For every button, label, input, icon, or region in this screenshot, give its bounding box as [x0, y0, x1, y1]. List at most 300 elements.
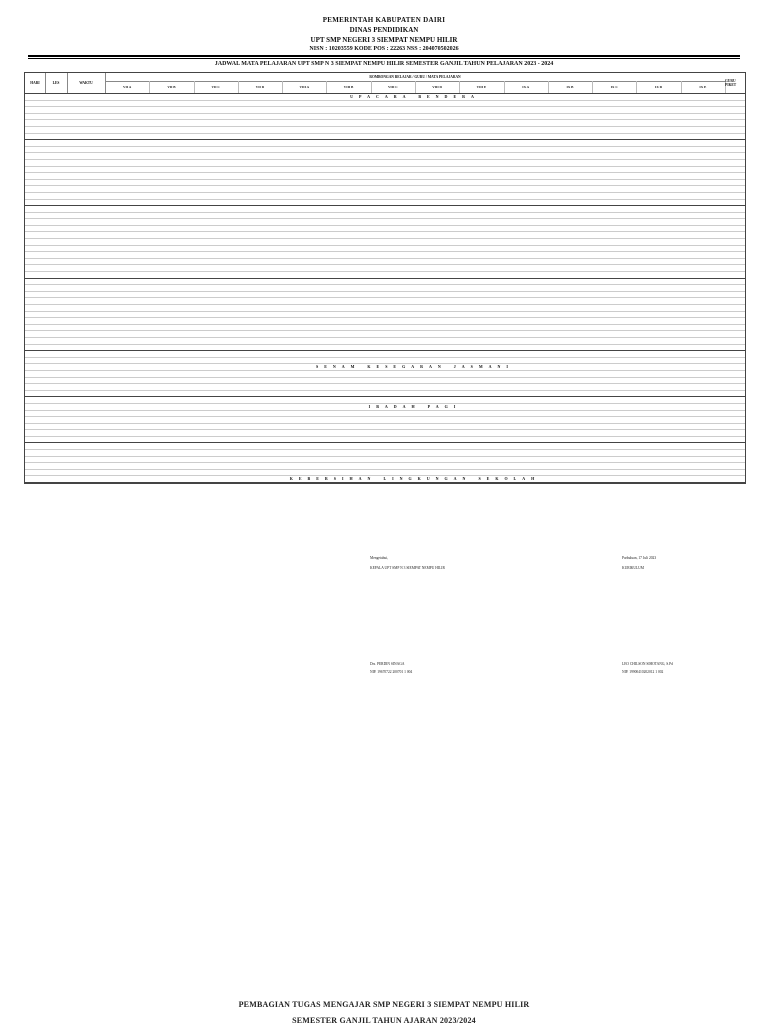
schedule-cell [194, 226, 238, 232]
schedule-cell [105, 200, 149, 206]
schedule-cell [371, 331, 415, 337]
schedule-cell [459, 279, 503, 285]
schedule-cell [459, 430, 503, 436]
schedule-cell [105, 193, 149, 199]
schedule-cell [371, 101, 415, 107]
schedule-cell [149, 200, 193, 206]
schedule-cell [415, 312, 459, 318]
schedule-cell [504, 160, 548, 166]
schedule-cell [282, 134, 326, 140]
schedule-cell [149, 259, 193, 265]
schedule-cell [326, 226, 370, 232]
schedule-cell [105, 206, 149, 212]
schedule-cell [326, 338, 370, 344]
schedule-cell [592, 272, 636, 278]
schedule-cell [194, 147, 238, 153]
schedule-cell [636, 463, 680, 469]
class-header: VIII E [459, 81, 504, 93]
schedule-cell [326, 259, 370, 265]
schedule-cell [194, 305, 238, 311]
schedule-cell [326, 173, 370, 179]
schedule-cell [681, 384, 725, 390]
schedule-cell [194, 292, 238, 298]
schedule-cell [548, 246, 592, 252]
schedule-cell [326, 219, 370, 225]
table-row [25, 364, 745, 371]
schedule-cell [548, 252, 592, 258]
schedule-cell [681, 325, 725, 331]
schedule-cell [105, 358, 149, 364]
schedule-cell [681, 239, 725, 245]
table-row [25, 206, 745, 213]
schedule-cell [592, 351, 636, 357]
schedule-cell [371, 259, 415, 265]
schedule-cell [504, 167, 548, 173]
activity-band: IBADAH PAGI [105, 404, 725, 410]
schedule-cell [592, 457, 636, 463]
schedule-cell [504, 114, 548, 120]
schedule-cell [504, 384, 548, 390]
schedule-cell [415, 200, 459, 206]
schedule-cell [548, 206, 592, 212]
schedule-cell [415, 325, 459, 331]
schedule-cell [504, 450, 548, 456]
schedule-cell [459, 345, 503, 351]
schedule-cell [238, 457, 282, 463]
schedule-cell [681, 272, 725, 278]
schedule-cell [592, 180, 636, 186]
schedule-cell [326, 345, 370, 351]
schedule-cell [194, 285, 238, 291]
schedule-cell [459, 120, 503, 126]
schedule-cell [636, 285, 680, 291]
schedule-cell [326, 463, 370, 469]
schedule-cell [371, 417, 415, 423]
footer-line-2: SEMESTER GANJIL TAHUN AJARAN 2023/2024 [292, 1016, 476, 1025]
schedule-cell [415, 186, 459, 192]
schedule-cell [194, 391, 238, 397]
schedule-cell [415, 450, 459, 456]
schedule-cell [636, 173, 680, 179]
schedule-cell [238, 430, 282, 436]
schedule-cell [415, 101, 459, 107]
schedule-cell [681, 411, 725, 417]
schedule-cell [149, 457, 193, 463]
schedule-cell [105, 298, 149, 304]
schedule-cell [459, 107, 503, 113]
schedule-cell [681, 358, 725, 364]
schedule-cell [504, 312, 548, 318]
schedule-cell [548, 437, 592, 443]
schedule-cell [681, 305, 725, 311]
schedule-cell [459, 292, 503, 298]
schedule-cell [548, 186, 592, 192]
schedule-cell [592, 470, 636, 476]
schedule-cell [326, 397, 370, 403]
table-row [25, 450, 745, 457]
schedule-cell [282, 193, 326, 199]
schedule-cell [415, 120, 459, 126]
schedule-cell [105, 292, 149, 298]
schedule-cell [282, 430, 326, 436]
schedule-cell [681, 457, 725, 463]
schedule-cell [681, 470, 725, 476]
schedule-cell [548, 200, 592, 206]
schedule-cell [459, 200, 503, 206]
schedule-cell [282, 443, 326, 449]
table-row [25, 127, 745, 134]
schedule-cell [548, 232, 592, 238]
schedule-cell [149, 358, 193, 364]
schedule-cell [592, 140, 636, 146]
schedule-cell [681, 232, 725, 238]
schedule-cell [592, 213, 636, 219]
table-row [25, 358, 745, 365]
schedule-cell [548, 305, 592, 311]
schedule-cell [371, 298, 415, 304]
schedule-cell [548, 443, 592, 449]
schedule-cell [459, 470, 503, 476]
schedule-cell [149, 101, 193, 107]
table-row [25, 219, 745, 226]
schedule-cell [194, 167, 238, 173]
schedule-cell [282, 325, 326, 331]
schedule-cell [681, 259, 725, 265]
schedule-cell [326, 430, 370, 436]
schedule-cell [282, 391, 326, 397]
schedule-cell [459, 424, 503, 430]
schedule-cell [149, 160, 193, 166]
schedule-cell [371, 345, 415, 351]
schedule-cell [371, 325, 415, 331]
schedule-cell [681, 338, 725, 344]
schedule-cell [326, 470, 370, 476]
table-row [25, 279, 745, 286]
schedule-cell [194, 219, 238, 225]
schedule-cell [149, 298, 193, 304]
schedule-cell [371, 246, 415, 252]
schedule-cell [592, 127, 636, 133]
sign-left-label: Mengetahui, [370, 556, 389, 560]
schedule-cell [238, 160, 282, 166]
schedule-cell [105, 134, 149, 140]
schedule-cell [681, 180, 725, 186]
schedule-cell [238, 101, 282, 107]
schedule-cell [415, 265, 459, 271]
schedule-cell [415, 259, 459, 265]
schedule-cell [504, 186, 548, 192]
schedule-cell [504, 325, 548, 331]
table-row [25, 443, 745, 450]
schedule-cell [415, 140, 459, 146]
schedule-cell [415, 384, 459, 390]
schedule-cell [636, 371, 680, 377]
class-header: VII C [194, 81, 239, 93]
schedule-cell [326, 312, 370, 318]
class-header: VIII B [326, 81, 371, 93]
schedule-cell [415, 114, 459, 120]
table-row [25, 232, 745, 239]
schedule-cell [592, 252, 636, 258]
schedule-cell [282, 463, 326, 469]
schedule-cell [282, 285, 326, 291]
schedule-cell [194, 180, 238, 186]
schedule-cell [326, 147, 370, 153]
schedule-cell [282, 397, 326, 403]
sign-right-nip: NIP. 19900410202012 1 002 [622, 670, 664, 674]
schedule-cell [459, 391, 503, 397]
schedule-cell [238, 246, 282, 252]
schedule-cell [548, 265, 592, 271]
schedule-cell [636, 272, 680, 278]
schedule-cell [592, 411, 636, 417]
schedule-cell [105, 345, 149, 351]
schedule-cell [415, 134, 459, 140]
schedule-cell [371, 292, 415, 298]
schedule-cell [415, 180, 459, 186]
schedule-cell [282, 312, 326, 318]
schedule-cell [681, 153, 725, 159]
class-header: IX A [504, 81, 549, 93]
schedule-cell [592, 285, 636, 291]
header-line-1: PEMERINTAH KABUPATEN DAIRI [322, 16, 446, 24]
schedule-cell [238, 437, 282, 443]
schedule-cell [548, 312, 592, 318]
schedule-cell [194, 318, 238, 324]
schedule-cell [636, 147, 680, 153]
activity-band: UPACARA BENDERA [105, 94, 725, 100]
schedule-cell [592, 279, 636, 285]
schedule-cell [459, 285, 503, 291]
schedule-cell [194, 470, 238, 476]
class-header: VII D [238, 81, 283, 93]
schedule-cell [592, 147, 636, 153]
schedule-cell [459, 371, 503, 377]
table-row [25, 193, 745, 200]
schedule-cell [105, 147, 149, 153]
schedule-cell [548, 173, 592, 179]
schedule-cell [504, 153, 548, 159]
class-header: VII A [105, 81, 150, 93]
schedule-cell [592, 206, 636, 212]
schedule-cell [282, 318, 326, 324]
schedule-cell [149, 345, 193, 351]
schedule-cell [681, 292, 725, 298]
schedule-cell [636, 232, 680, 238]
schedule-cell [105, 114, 149, 120]
schedule-cell [459, 134, 503, 140]
sign-right-title: KURIKULUM [622, 566, 644, 570]
schedule-cell [636, 101, 680, 107]
schedule-cell [504, 424, 548, 430]
schedule-cell [415, 351, 459, 357]
table-row [25, 200, 745, 207]
schedule-cell [681, 213, 725, 219]
schedule-cell [636, 279, 680, 285]
schedule-cell [504, 463, 548, 469]
schedule-cell [194, 160, 238, 166]
class-header: IX C [592, 81, 637, 93]
schedule-cell [282, 114, 326, 120]
schedule-cell [105, 331, 149, 337]
schedule-cell [636, 127, 680, 133]
schedule-cell [415, 305, 459, 311]
schedule-cell [415, 206, 459, 212]
schedule-cell [238, 345, 282, 351]
schedule-cell [282, 219, 326, 225]
schedule-cell [149, 417, 193, 423]
schedule-cell [282, 226, 326, 232]
header-rule-thick [28, 55, 740, 57]
schedule-cell [459, 114, 503, 120]
schedule-cell [105, 391, 149, 397]
schedule-cell [282, 180, 326, 186]
schedule-cell [548, 397, 592, 403]
schedule-cell [326, 371, 370, 377]
table-row [25, 107, 745, 114]
schedule-cell [149, 206, 193, 212]
schedule-cell [238, 180, 282, 186]
schedule-cell [548, 424, 592, 430]
schedule-cell [238, 140, 282, 146]
schedule-cell [371, 252, 415, 258]
schedule-cell [636, 351, 680, 357]
schedule-cell [681, 265, 725, 271]
schedule-cell [194, 114, 238, 120]
schedule-cell [592, 160, 636, 166]
schedule-cell [105, 437, 149, 443]
schedule-cell [636, 153, 680, 159]
schedule-cell [504, 391, 548, 397]
schedule-cell [548, 180, 592, 186]
schedule-cell [371, 312, 415, 318]
schedule-cell [149, 437, 193, 443]
schedule-cell [548, 140, 592, 146]
schedule-cell [238, 411, 282, 417]
schedule-cell [592, 397, 636, 403]
table-row [25, 338, 745, 345]
schedule-cell [282, 272, 326, 278]
schedule-cell [504, 443, 548, 449]
class-header: IX D [636, 81, 681, 93]
schedule-cell [548, 193, 592, 199]
schedule-cell [415, 167, 459, 173]
schedule-cell [326, 265, 370, 271]
table-body [25, 94, 745, 483]
schedule-cell [548, 358, 592, 364]
schedule-cell [105, 232, 149, 238]
schedule-cell [504, 397, 548, 403]
table-row [25, 298, 745, 305]
schedule-cell [238, 384, 282, 390]
schedule-cell [504, 107, 548, 113]
schedule-cell [548, 325, 592, 331]
schedule-cell [282, 127, 326, 133]
schedule-cell [326, 107, 370, 113]
schedule-cell [548, 239, 592, 245]
schedule-cell [371, 167, 415, 173]
schedule-cell [459, 463, 503, 469]
schedule-cell [194, 239, 238, 245]
schedule-cell [548, 292, 592, 298]
schedule-cell [681, 107, 725, 113]
schedule-cell [592, 305, 636, 311]
schedule-cell [636, 239, 680, 245]
schedule-cell [194, 417, 238, 423]
schedule-cell [238, 305, 282, 311]
schedule-cell [415, 173, 459, 179]
schedule-cell [415, 397, 459, 403]
schedule-cell [504, 219, 548, 225]
schedule-cell [415, 411, 459, 417]
schedule-cell [592, 153, 636, 159]
schedule-cell [282, 279, 326, 285]
schedule-cell [194, 153, 238, 159]
schedule-cell [415, 226, 459, 232]
table-row [25, 186, 745, 193]
schedule-cell [326, 213, 370, 219]
schedule-cell [282, 437, 326, 443]
schedule-cell [149, 331, 193, 337]
schedule-cell [371, 219, 415, 225]
schedule-cell [105, 173, 149, 179]
schedule-cell [105, 213, 149, 219]
schedule-cell [459, 358, 503, 364]
schedule-cell [326, 424, 370, 430]
schedule-cell [371, 391, 415, 397]
schedule-cell [371, 305, 415, 311]
schedule-cell [105, 239, 149, 245]
schedule-cell [592, 200, 636, 206]
schedule-cell [681, 331, 725, 337]
schedule-cell [371, 424, 415, 430]
schedule-cell [504, 331, 548, 337]
schedule-cell [238, 127, 282, 133]
schedule-cell [681, 219, 725, 225]
schedule-cell [326, 167, 370, 173]
schedule-cell [371, 437, 415, 443]
schedule-cell [548, 378, 592, 384]
col-rombel: ROMBONGAN BELAJAR / GURU / MATA PELAJARAN [105, 73, 725, 82]
schedule-cell [636, 384, 680, 390]
schedule-cell [238, 232, 282, 238]
schedule-cell [592, 101, 636, 107]
schedule-cell [238, 265, 282, 271]
schedule-cell [681, 206, 725, 212]
schedule-cell [415, 371, 459, 377]
schedule-cell [636, 437, 680, 443]
schedule-cell [105, 318, 149, 324]
schedule-cell [504, 457, 548, 463]
schedule-cell [504, 358, 548, 364]
schedule-cell [504, 417, 548, 423]
schedule-cell [592, 391, 636, 397]
schedule-cell [149, 265, 193, 271]
table-row [25, 312, 745, 319]
schedule-cell [504, 292, 548, 298]
schedule-cell [194, 338, 238, 344]
schedule-cell [681, 463, 725, 469]
schedule-cell [105, 219, 149, 225]
schedule-cell [282, 457, 326, 463]
schedule-cell [194, 345, 238, 351]
schedule-cell [681, 424, 725, 430]
schedule-cell [105, 325, 149, 331]
schedule-cell [415, 239, 459, 245]
schedule-cell [636, 331, 680, 337]
table-row [25, 463, 745, 470]
schedule-cell [238, 153, 282, 159]
